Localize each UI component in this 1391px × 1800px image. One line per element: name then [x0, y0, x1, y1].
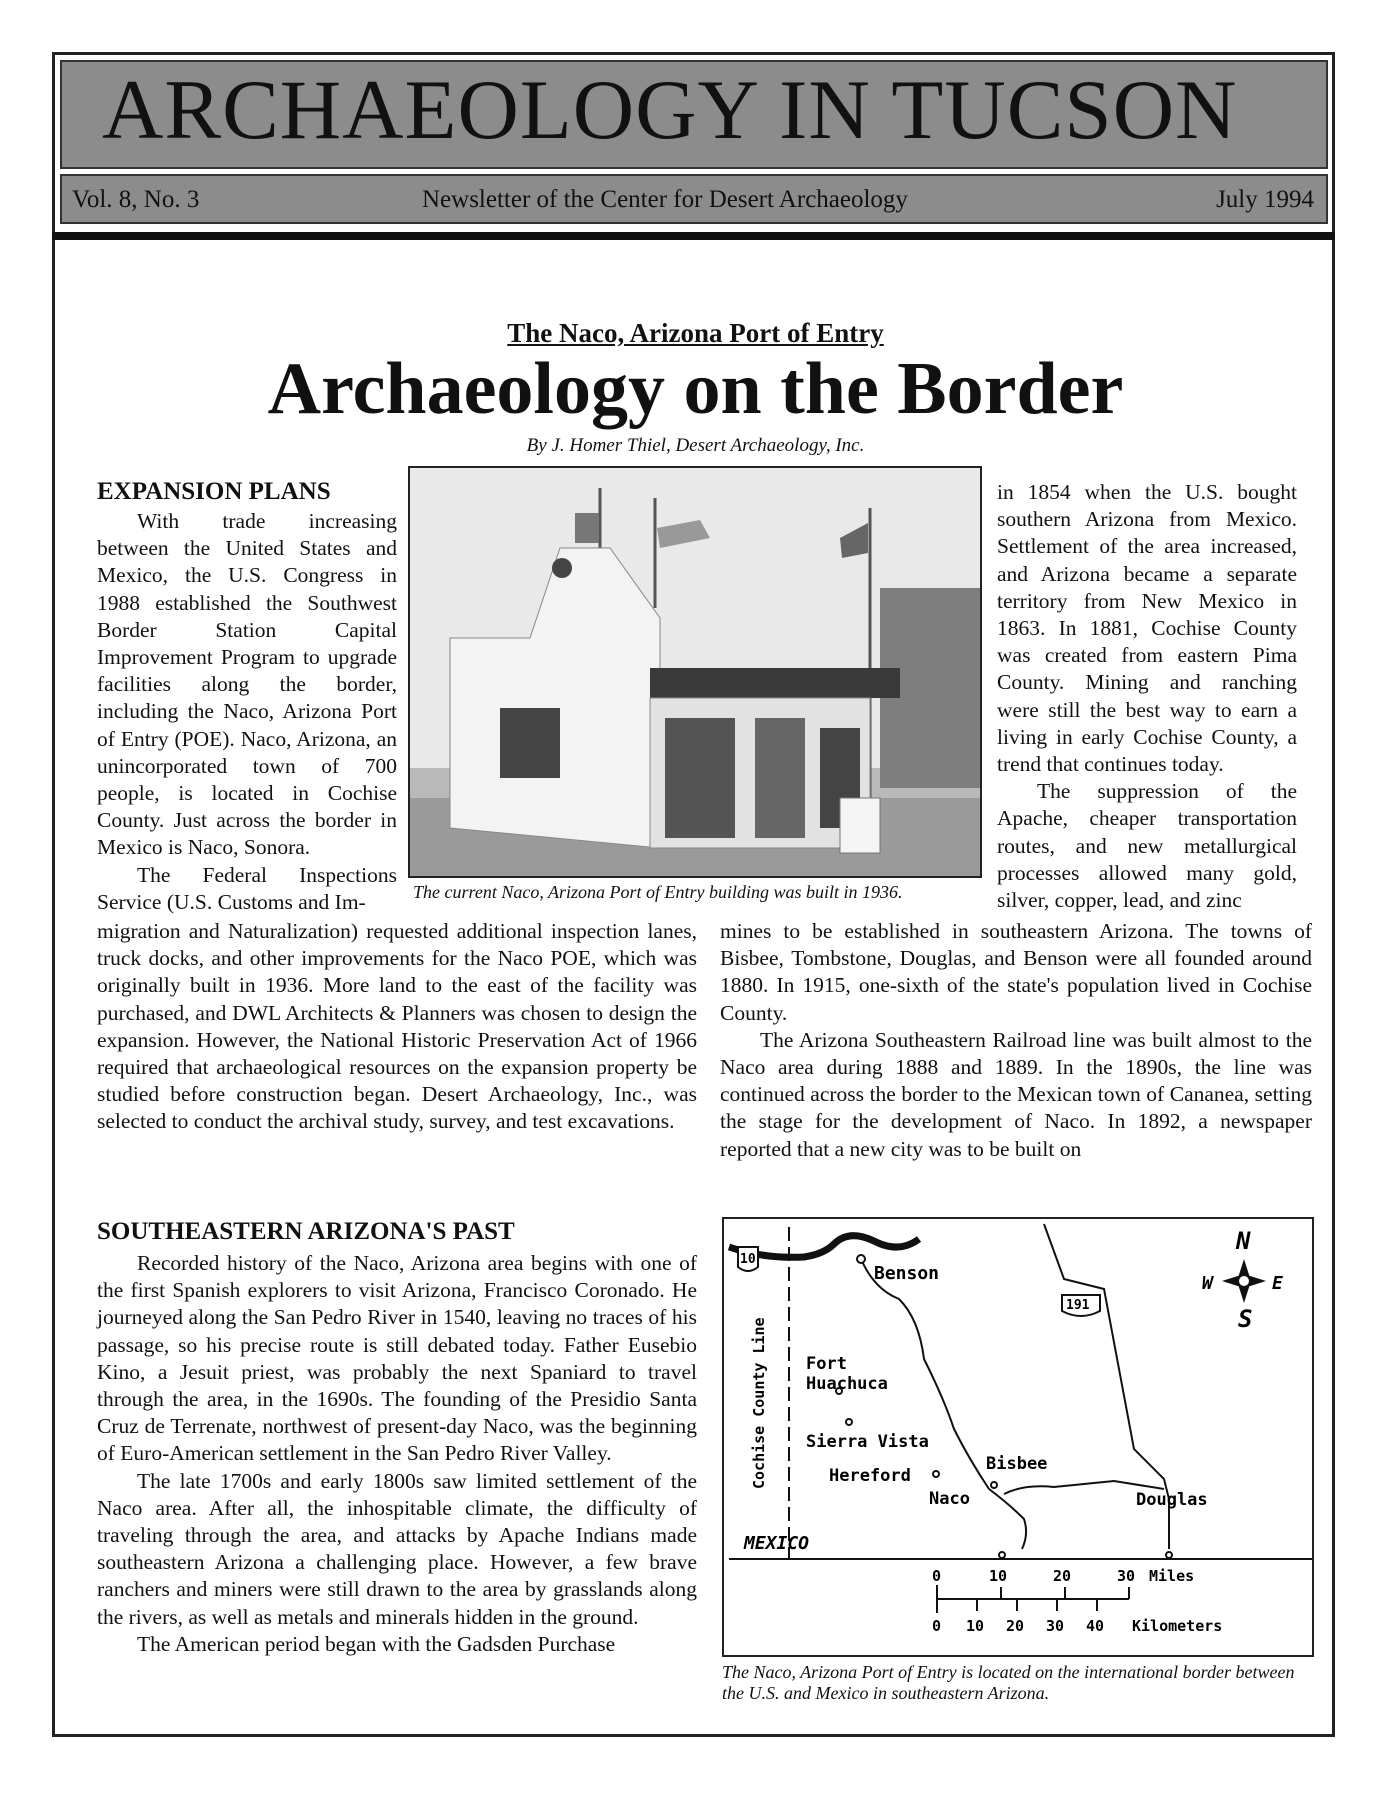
masthead-rule: [52, 232, 1335, 240]
section-heading-expansion: EXPANSION PLANS: [97, 478, 331, 505]
fort-label: Fort: [806, 1354, 847, 1374]
paragraph: The Federal Inspections Service (U.S. Customs and Im-: [97, 862, 397, 914]
expansion-wide-column: [97, 918, 697, 1136]
masthead: [60, 60, 1328, 169]
hereford-label: Hereford: [829, 1466, 911, 1486]
sierra-vista-label: Sierra Vista: [806, 1432, 929, 1452]
scale-mi-30: 30: [1117, 1567, 1136, 1585]
us-191-number: 191: [1066, 1298, 1090, 1313]
newsletter-title: ARCHAEOLOGY IN TUCSON: [102, 63, 1238, 157]
paragraph: The suppression of the Apache, cheaper transportation routes, and new metallurgical processes allowed many gold, silver, copper, lead, and zinc: [997, 779, 1297, 913]
volume-number: Vol. 8, No. 3: [72, 186, 200, 213]
paragraph: The American period began with the Gadsden Purchase: [137, 1631, 616, 1656]
compass-w-label: W: [1202, 1273, 1213, 1294]
masthead-subbar: [60, 174, 1328, 224]
scale-km-label: Kilometers: [1132, 1617, 1223, 1635]
scale-km-40: 40: [1086, 1617, 1105, 1635]
naco-label: Naco: [929, 1489, 970, 1509]
bisbee-marker: [991, 1482, 997, 1488]
compass-n-label: N: [1236, 1227, 1251, 1255]
douglas-marker: [1166, 1552, 1172, 1558]
interstate-10-number: 10: [740, 1252, 756, 1267]
map-graphic: [724, 1219, 1312, 1655]
article-kicker: The Naco, Arizona Port of Entry: [507, 318, 884, 348]
right-wide-column: [720, 918, 1312, 1163]
naco-marker: [999, 1552, 1005, 1558]
scale-mi-10: 10: [989, 1567, 1008, 1585]
county-line-label: Cochise County Line: [750, 1317, 768, 1489]
photo-caption: The current Naco, Arizona Port of Entry building was built in 1936.: [413, 882, 903, 902]
past-column: [97, 1250, 697, 1658]
article-headline: Archaeology on the Border: [267, 348, 1124, 430]
benson-marker: [857, 1255, 865, 1263]
right-narrow-column: [997, 479, 1297, 914]
paragraph: With trade increasing between the United States and Mexico, the U.S. Congress in 1988 established the Southwest Border Station Capital Improvement Program to upgrade facilities along the border, including the Naco, Arizona Port of Entry (POE). Naco, Arizona, an unincorporated town of 700 people, is located in Cochise County. Just across the border in Mexico is Naco, Sonora.: [97, 509, 397, 860]
paragraph: The late 1700s and early 1800s saw limited settlement of the Naco area. After all, the inhospitable climate, the difficulty of traveling through the area, and attacks by Apache Indians made southeastern Arizona a challenging place. However, a few brave ranchers and miners were still drawn to the area by grasslands along the rivers, as well as metals and minerals hidden in the ground.: [97, 1468, 697, 1629]
scale-km-10: 10: [966, 1617, 985, 1635]
region-map: [722, 1217, 1314, 1657]
mexico-label: MEXICO: [744, 1533, 810, 1554]
hereford-marker: [933, 1471, 939, 1477]
paragraph: migration and Naturalization) requested additional inspection lanes, truck docks, and other improvements for the Naco POE, which was originally built in 1936. More land to the east of the facility was purchased, and DWL Architects & Planners was chosen to design the expansion. However, the National Historic Preservation Act of 1966 required that archaeological resources on the expansion property be studied before construction began. Desert Archaeology, Inc., was selected to conduct the archival study, survey, and test excavations.: [97, 919, 697, 1134]
huachuca-label: Huachuca: [806, 1374, 888, 1394]
issue-date: July 1994: [1216, 186, 1314, 213]
scale-bar: [937, 1585, 1129, 1613]
scale-km-20: 20: [1006, 1617, 1025, 1635]
scale-km-0: 0: [932, 1617, 942, 1635]
sierra-vista-marker: [846, 1419, 852, 1425]
compass-rose-icon: [1222, 1259, 1266, 1303]
paragraph: The Arizona Southeastern Railroad line was built almost to the Naco area during 1888 and 1889. In the 1890s, the line was continued across the border to the Mexican town of Cananea, setting the stage for the development of Naco. In 1892, a newspaper reported that a new city was to be built on: [720, 1027, 1312, 1161]
scale-miles-label: Miles: [1149, 1567, 1195, 1585]
scale-mi-20: 20: [1053, 1567, 1072, 1585]
scale-km-30: 30: [1046, 1617, 1065, 1635]
bisbee-label: Bisbee: [986, 1454, 1048, 1474]
newsletter-subtitle: Newsletter of the Center for Desert Archaeology: [422, 186, 908, 213]
port-of-entry-photo: [408, 466, 982, 878]
building-illustration: [410, 468, 980, 876]
benson-label: Benson: [874, 1263, 940, 1284]
map-caption: The Naco, Arizona Port of Entry is located on the international border between the U.S. and Mexico in southeastern Arizona.: [722, 1662, 1295, 1703]
compass-e-label: E: [1272, 1273, 1283, 1294]
douglas-label: Douglas: [1136, 1490, 1208, 1510]
scale-mi-0: 0: [932, 1567, 942, 1585]
compass-s-label: S: [1238, 1305, 1253, 1333]
article-byline: By J. Homer Thiel, Desert Archaeology, Inc.: [526, 435, 865, 456]
paragraph: Recorded history of the Naco, Arizona area begins with one of the first Spanish explorers to visit Arizona, Francisco Coronado. He journeyed along the San Pedro River in 1540, leaving no traces of his passage, so his precise route is still debated today. Father Eusebio Kino, a Jesuit priest, was probably the next Spaniard to travel through the area, in the 1690s. The founding of the Presidio Santa Cruz de Terrenate, northwest of present-day Naco, was the beginning of Euro-American settlement in the San Pedro River Valley.: [97, 1251, 697, 1466]
section-heading-past: SOUTHEASTERN ARIZONA'S PAST: [97, 1218, 515, 1245]
paragraph: mines to be established in southeastern Arizona. The towns of Bisbee, Tombstone, Douglas, and Benson were all founded around 1880. In 1915, one-sixth of the state's population lived in Cochise County.: [720, 919, 1312, 1025]
paragraph: in 1854 when the U.S. bought southern Arizona from Mexico. Settlement of the area increased, and Arizona became a separate territory from New Mexico in 1863. In 1881, Cochise County was created from eastern Pima County. Mining and ranching were still the best way to earn a living in early Cochise County, a trend that continues today.: [997, 480, 1297, 777]
expansion-narrow-column: [97, 508, 397, 916]
